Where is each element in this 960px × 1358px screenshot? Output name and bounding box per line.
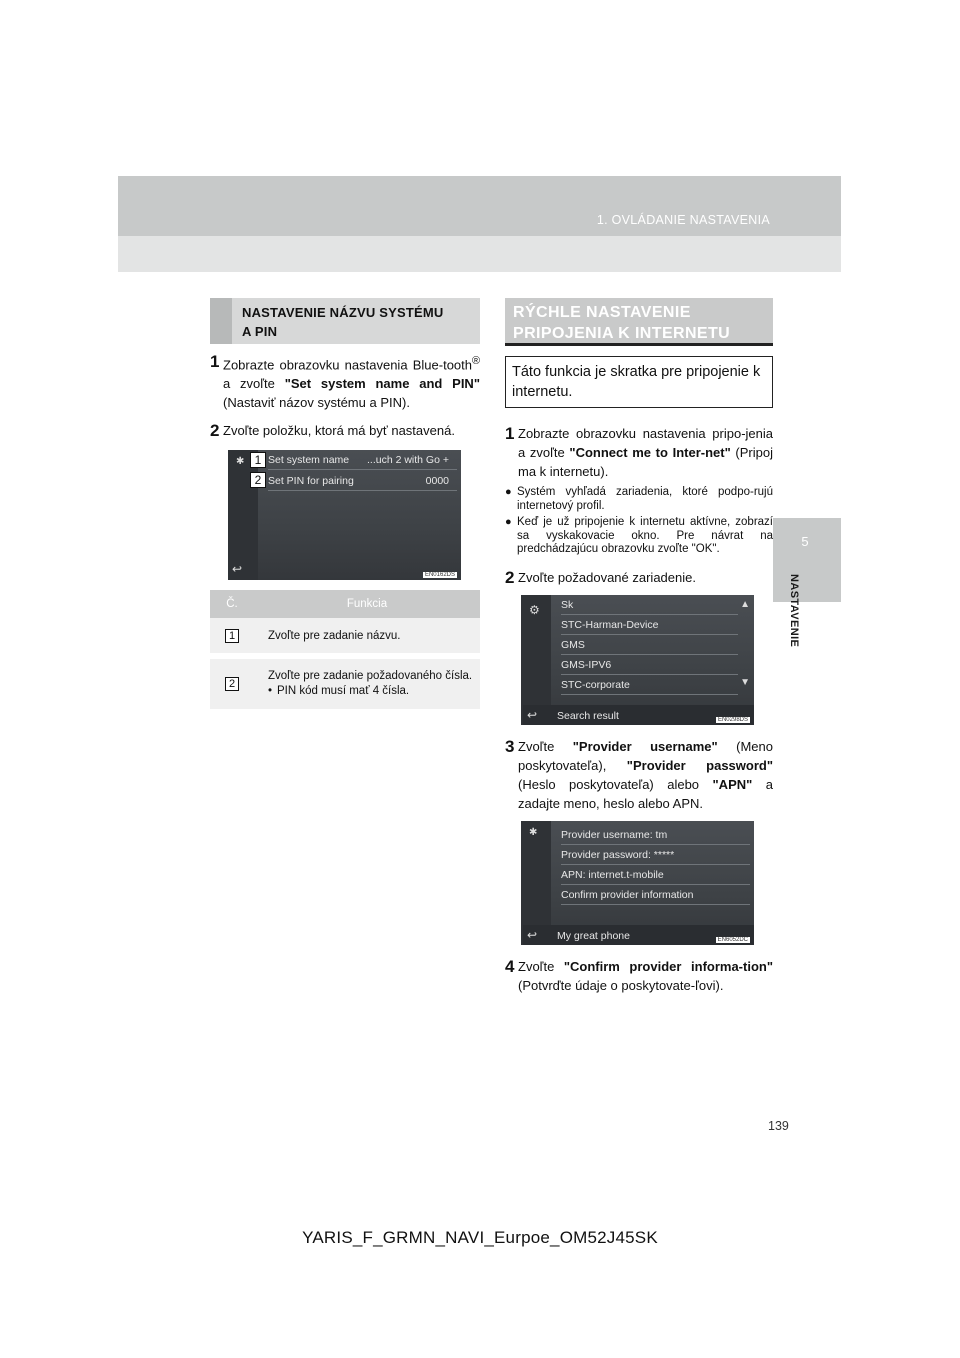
screen-row: GMS bbox=[561, 635, 738, 655]
screen-row: Confirm provider information bbox=[561, 885, 750, 905]
screen-row: GMS-IPV6 bbox=[561, 655, 738, 675]
section-title: 1. OVLÁDANIE NASTAVENIA bbox=[596, 213, 770, 227]
left-heading-line1: NASTAVENIE NÁZVU SYSTÉMU bbox=[242, 305, 444, 320]
bullet-dot: • bbox=[268, 685, 273, 698]
screen-row: Provider username: tm bbox=[561, 825, 750, 845]
right-heading-line2: PRIPOJENIA K INTERNETU bbox=[513, 325, 731, 342]
heading-marker bbox=[210, 298, 232, 344]
header-band bbox=[118, 176, 841, 236]
right-heading bbox=[505, 298, 773, 346]
bluetooth-icon: ✱ bbox=[529, 826, 538, 838]
step-number: 1 bbox=[505, 424, 515, 443]
right-step-3: 3 Zvoľte "Provider username" (Meno poskytovateľa), "Provider password" (Heslo poskytovateľa) alebo "APN" a zadajte meno, heslo alebo APN. bbox=[505, 736, 773, 811]
screen-footer: My great phone bbox=[557, 929, 630, 942]
screen-row: STC-corporate bbox=[561, 675, 738, 695]
callout-2: 2 bbox=[250, 472, 266, 488]
scroll-up-icon: ▲ bbox=[740, 598, 750, 610]
screen-row: Set system name ...uch 2 with Go + bbox=[268, 450, 457, 470]
image-code: EN0298DS bbox=[717, 716, 748, 723]
step-number: 3 bbox=[505, 736, 515, 756]
gear-icon: ⚙ bbox=[529, 602, 540, 617]
page-number: 139 bbox=[768, 1119, 789, 1133]
left-heading bbox=[210, 298, 480, 344]
back-icon: ↩ bbox=[527, 707, 538, 722]
callout-1: 1 bbox=[250, 452, 266, 468]
screen-row: STC-Harman-Device bbox=[561, 615, 738, 635]
right-step-2: 2 Zvoľte požadované zariadenie. bbox=[505, 567, 696, 587]
left-column bbox=[210, 298, 480, 715]
screenshot-device-list bbox=[521, 595, 754, 725]
scroll-down-icon: ▼ bbox=[740, 676, 750, 688]
back-icon: ↩ bbox=[232, 562, 243, 577]
image-code: EN0162DS bbox=[424, 572, 455, 579]
bullet-item: ● Systém vyhľadá zariadenia, ktoré podpo-rujú internetový profil. bbox=[505, 486, 773, 512]
screen-row: APN: internet.t-mobile bbox=[561, 865, 750, 885]
function-table bbox=[210, 590, 480, 715]
left-step-1: 1 Zobrazte obrazovku nastavenia Blue-tooth® a zvoľte "Set system name and PIN" (Nastaviť názov systému a PIN). bbox=[210, 352, 480, 411]
right-step-1: 1 Zobrazte obrazovku nastavenia pripo-jenia a zvoľte "Connect me to Inter-net" (Pripoj ma k internetu). bbox=[505, 424, 773, 479]
bullet-dot: ● bbox=[505, 516, 512, 528]
step-number: 1 bbox=[210, 352, 220, 371]
table-header-number: Č. bbox=[210, 590, 254, 618]
screen-row: Provider password: ***** bbox=[561, 845, 750, 865]
document-code: YARIS_F_GRMN_NAVI_Eurpoe_OM52J45SK bbox=[302, 1228, 658, 1247]
left-step-2: 2 Zvoľte položku, ktorá má byť nastavená. bbox=[210, 421, 455, 441]
screen-row: Set PIN for pairing 0000 bbox=[268, 471, 457, 491]
screenshot-system-name bbox=[228, 450, 461, 580]
bluetooth-icon: ✱ bbox=[236, 456, 245, 468]
screen-row: Sk bbox=[561, 595, 738, 615]
chapter-tab bbox=[773, 518, 841, 602]
table-row: 2 Zvoľte pre zadanie požadovaného čísla. • PIN kód musí mať 4 čísla. bbox=[210, 656, 480, 712]
screenshot-provider-info bbox=[521, 821, 754, 945]
header-band-lower bbox=[118, 236, 841, 272]
step-number: 2 bbox=[210, 421, 220, 441]
right-column bbox=[505, 298, 773, 995]
table-header-function: Funkcia bbox=[254, 590, 480, 618]
right-heading-line1: RÝCHLE NASTAVENIE bbox=[513, 304, 691, 321]
bullet-item: ● Keď je už pripojenie k internetu aktívne, zobrazí sa vyskakovacie okno. Pre návrat na predchádzajúcu obrazovku zvoľte "OK". bbox=[505, 516, 773, 555]
back-icon: ↩ bbox=[527, 927, 538, 942]
screen-footer: Search result bbox=[557, 709, 619, 722]
right-step-4: 4 Zvoľte "Confirm provider informa-tion" (Potvrďte údaje o poskytovate-ľovi). bbox=[505, 956, 773, 993]
left-heading-line2: A PIN bbox=[242, 324, 278, 339]
chapter-number: 5 bbox=[801, 534, 809, 549]
chapter-label: NASTAVENIE bbox=[788, 574, 800, 648]
step-number: 2 bbox=[505, 567, 515, 587]
image-code: EN6052DC bbox=[717, 936, 748, 943]
step-number: 4 bbox=[505, 956, 515, 976]
bullet-dot: ● bbox=[505, 486, 512, 498]
info-box: Táto funkcia je skratka pre pripojenie k internetu. bbox=[505, 356, 773, 408]
table-row: 1 Zvoľte pre zadanie názvu. bbox=[210, 618, 480, 656]
